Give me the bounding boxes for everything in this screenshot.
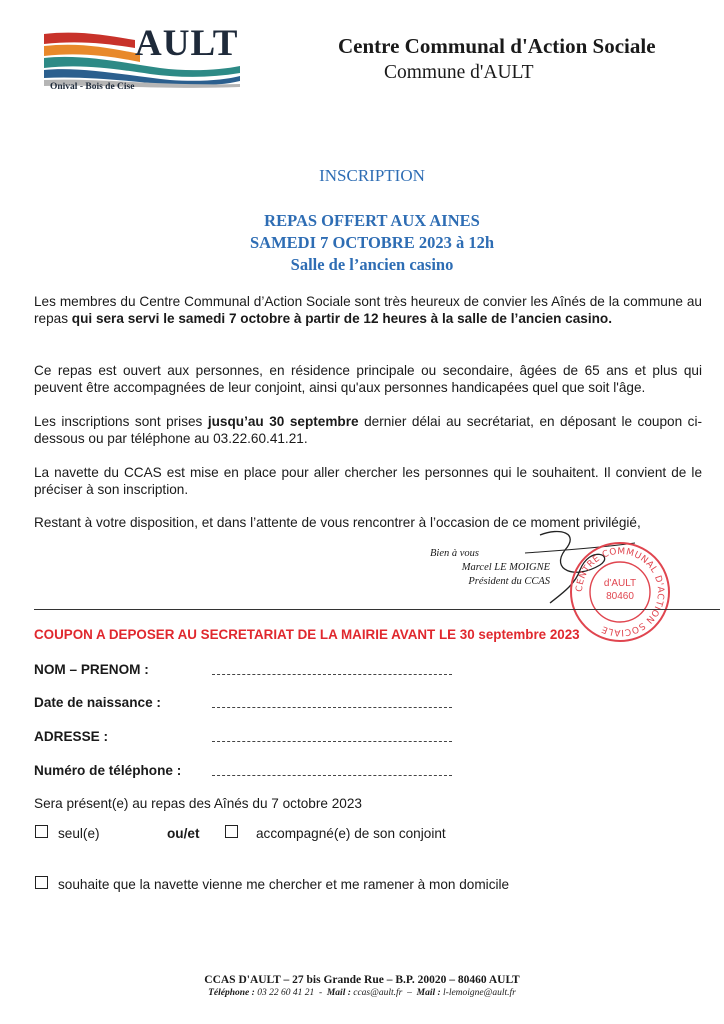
option-alone-label: seul(e) (58, 826, 100, 841)
paragraph-invitation (34, 293, 702, 327)
logo (40, 23, 245, 96)
paragraph-registration (34, 413, 702, 447)
org-subtitle: Commune d'AULT (384, 62, 534, 83)
footer-phone: 03 22 60 41 21 (254, 988, 315, 998)
field-label-address: ADRESSE : (34, 729, 109, 744)
field-address-input[interactable] (212, 741, 452, 742)
footer-mail-label-2: Mail : (416, 988, 441, 998)
field-phone-input[interactable] (212, 775, 452, 776)
field-label-name: NOM – PRENOM : (34, 662, 149, 677)
logo-text: AULT (135, 23, 239, 64)
footer-mail-2[interactable]: l-lemoigne@ault.fr (440, 988, 516, 998)
paragraph-registration-deadline: jusqu’au 30 septembre (207, 414, 359, 429)
paragraph-invitation-text: Les membres du Centre Communal d’Action Sociale sont très heureux de convier les Aînés de la commune au repas (34, 294, 702, 326)
stamp-postcode: 80460 (606, 591, 634, 602)
option-connector: ou/et (167, 826, 200, 841)
field-birthdate-input[interactable] (212, 707, 452, 708)
paragraph-registration-text-c: dernier délai au secrétariat, en déposant le coupon ci-dessous ou par téléphone au 03.22.60.41.21. (34, 414, 702, 446)
field-name-input[interactable] (212, 674, 452, 675)
coupon-title: COUPON A DEPOSER AU SECRETARIAT DE LA MAIRIE AVANT LE 30 septembre 2023 (34, 627, 580, 642)
option-shuttle-label: souhaite que la navette vienne me chercher et me ramener à mon domicile (58, 877, 510, 892)
checkbox-partner[interactable] (225, 825, 238, 838)
paragraph-registration-text-a: Les inscriptions sont prises (34, 414, 208, 429)
checkbox-alone[interactable] (35, 825, 48, 838)
option-partner-label: accompagné(e) de son conjoint (256, 826, 446, 841)
signature-name: Marcel LE MOIGNE (461, 562, 550, 573)
paragraph-eligibility: Ce repas est ouvert aux personnes, en résidence principale ou secondaire, âgées de 65 ans et plus qui peuvent être accompagnées de leur conjoint, ainsi qu'aux personnes handicapées quel que soit l'âge. (34, 363, 702, 395)
stamp-ring-text: CENTRE COMMUNAL D'ACTION SOCIALE (574, 546, 666, 638)
footer-sep-1: - (314, 988, 327, 998)
inscription-heading: INSCRIPTION (319, 166, 425, 185)
field-label-phone: Numéro de téléphone : (34, 763, 182, 778)
footer-sep-2: – (402, 988, 417, 998)
signature-closing: Bien à vous (430, 548, 479, 559)
official-stamp (568, 540, 672, 644)
presence-text: Sera présent(e) au repas des Aînés du 7 octobre 2023 (34, 796, 362, 811)
footer-address: CCAS D'AULT – 27 bis Grande Rue – B.P. 20020 – 80460 AULT (204, 974, 520, 986)
org-title: Centre Communal d'Action Sociale (338, 34, 656, 58)
coupon-separator (34, 609, 720, 610)
event-title: REPAS OFFERT AUX AINES (264, 211, 480, 230)
footer-contacts (0, 988, 724, 998)
footer-phone-label: Téléphone : (208, 988, 255, 998)
paragraph-shuttle: La navette du CCAS est mise en place pour aller chercher les personnes qui le souhaitent. Il convient de le préciser à son inscription. (34, 465, 702, 497)
field-label-birthdate: Date de naissance : (34, 695, 161, 710)
checkbox-shuttle[interactable] (35, 876, 48, 889)
signature-role: Président du CCAS (468, 576, 550, 587)
footer-mail-label-1: Mail : (326, 988, 351, 998)
stamp-commune: d'AULT (603, 578, 637, 589)
paragraph-invitation-bold: qui sera servi le samedi 7 octobre à partir de 12 heures à la salle de l’ancien casino. (71, 311, 613, 326)
paragraph-closing: Restant à votre disposition, et dans l’attente de vous rencontrer à l’occasion de ce moment privilégié, (34, 515, 641, 530)
event-venue: Salle de l’ancien casino (290, 255, 454, 274)
event-date: SAMEDI 7 OCTOBRE 2023 à 12h (249, 233, 495, 252)
logo-tagline: Onival - Bois de Cise (50, 82, 135, 92)
footer-mail-1[interactable]: ccas@ault.fr (350, 988, 403, 998)
